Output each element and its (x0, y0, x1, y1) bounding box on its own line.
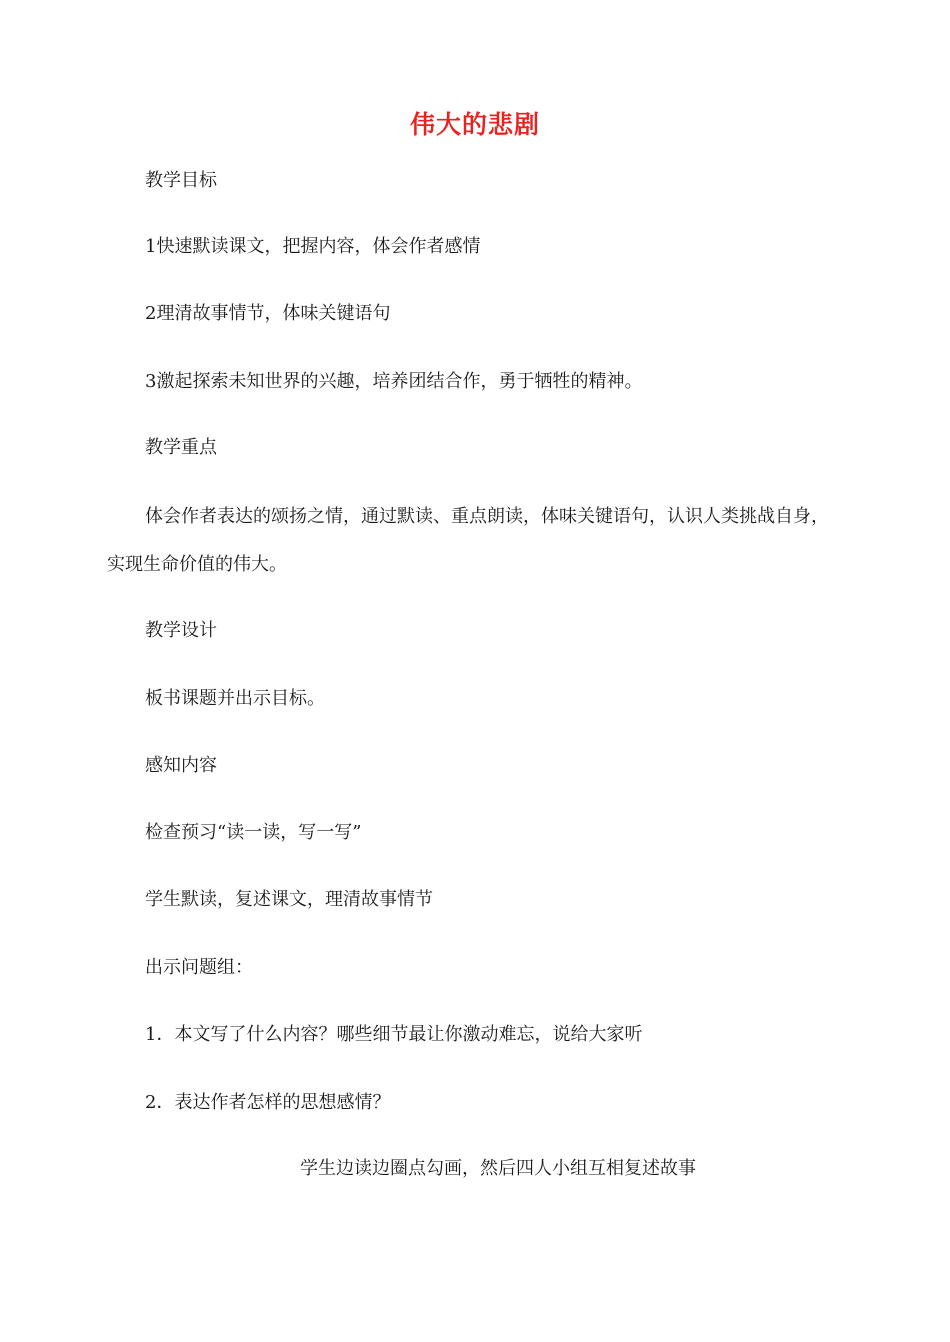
heading-objectives: 教学目标 (145, 170, 217, 191)
objective-2: 2理清故事情节，体味关键语句 (145, 303, 391, 324)
question-1: 1．本文写了什么内容？哪些细节最让你激动难忘，说给大家听 (145, 1024, 643, 1045)
perceive-read: 学生默读，复述课文，理清故事情节 (145, 889, 433, 910)
design-step-1: 板书课题并出示目标。 (145, 688, 325, 709)
objective-3: 3激起探索未知世界的兴趣，培养团结合作，勇于牺牲的精神。 (145, 371, 643, 392)
key-points-paragraph: 体会作者表达的颂扬之情，通过默读、重点朗读，体味关键语句，认识人类挑战自身，实现生命价值的伟大。 (107, 506, 829, 575)
objective-1: 1快速默读课文，把握内容，体会作者感情 (145, 236, 481, 257)
questions-heading: 出示问题组： (145, 957, 253, 978)
activity-line: 学生边读边圈点勾画，然后四人小组互相复述故事 (300, 1158, 696, 1179)
heading-key-points: 教学重点 (145, 437, 217, 458)
document-title: 伟大的悲剧 (409, 110, 540, 139)
perceive-check: 检查预习“读一读，写一写” (145, 822, 362, 843)
heading-design: 教学设计 (145, 620, 217, 641)
question-2: 2．表达作者怎样的思想感情？ (145, 1092, 391, 1113)
heading-perceive: 感知内容 (145, 755, 217, 776)
